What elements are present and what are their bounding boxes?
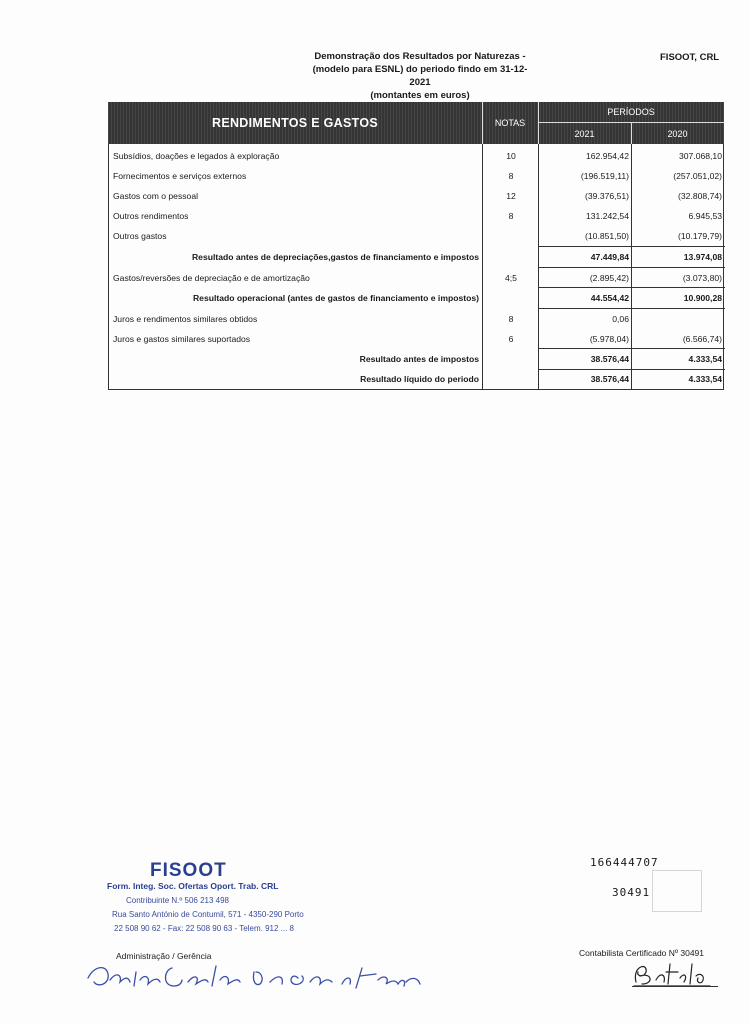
accountant-label: Contabilista Certificado Nº 30491 [579, 948, 705, 958]
table-row-total [109, 369, 725, 389]
row-value-2021: (39.376,51) [585, 191, 629, 201]
row-label: Fornecimentos e serviços externos [113, 171, 247, 181]
row-note [483, 349, 539, 369]
admin-label: Administração / Gerência [116, 951, 212, 961]
row-value-2021: 162.954,42 [585, 151, 629, 161]
table-row [109, 226, 725, 246]
row-value-2020: (257.051,02) [673, 171, 722, 181]
row-value-2020: 10.900,28 [683, 293, 722, 303]
row-note: 4;5 [505, 273, 517, 283]
header-divider [538, 102, 539, 144]
row-label: Outros rendimentos [113, 211, 189, 221]
row-value-2021: 47.449,84 [590, 252, 629, 262]
results-table [108, 144, 724, 390]
row-value-2021: (5.978,04) [589, 334, 629, 344]
row-label: Resultado operacional (antes de gastos de financiamento e impostos) [192, 293, 479, 303]
row-value-2020: 4.333,54 [688, 354, 722, 364]
table-row [109, 329, 725, 349]
document-title [300, 50, 540, 102]
row-value-2020: (6.566,74) [682, 334, 722, 344]
row-value-2021: 38.576,44 [590, 354, 629, 364]
table-row [109, 146, 725, 166]
stamp-box [652, 870, 702, 912]
company-name: FISOOT, CRL [660, 52, 720, 63]
row-value-2020: 307.068,10 [678, 151, 722, 161]
stamp-number: 166444707 [590, 856, 659, 869]
header-year-2021: 2021 [574, 129, 595, 139]
header-divider [631, 122, 632, 144]
row-value-2021: (2.895,42) [589, 273, 629, 283]
row-value-2020: (10.179,79) [678, 231, 722, 241]
row-value-2021: 0,06 [612, 314, 629, 324]
row-label: Resultado antes de impostos [359, 354, 479, 364]
table-row [109, 166, 725, 186]
row-note: 8 [508, 211, 514, 221]
header-periodos: PERÍODOS [607, 107, 655, 117]
table-row [109, 186, 725, 206]
title-line: Demonstração dos Resultados por Naturezas - [314, 51, 526, 62]
row-label: Juros e rendimentos similares obtidos [113, 314, 258, 324]
row-value-2020: 13.974,08 [683, 252, 722, 262]
row-value-2020 [632, 309, 722, 329]
table-header [108, 102, 724, 144]
row-label: Resultado líquido do periodo [360, 374, 479, 384]
row-label: Juros e gastos similares suportados [113, 334, 251, 344]
company-logo: FISOOT [150, 860, 227, 881]
row-label: Outros gastos [113, 231, 167, 241]
table-row-subtotal [109, 247, 725, 267]
title-line: (montantes em euros) [370, 90, 470, 101]
row-label: Gastos/reversões de depreciação e de amortização [113, 273, 310, 283]
table-row-total [109, 349, 725, 369]
row-note: 10 [506, 151, 516, 161]
row-value-2020: 4.333,54 [688, 374, 722, 384]
admin-signature [84, 958, 424, 994]
row-note: 6 [508, 334, 514, 344]
row-note [483, 226, 539, 246]
header-divider [538, 122, 724, 123]
header-notas: NOTAS [494, 118, 526, 128]
row-note [483, 369, 539, 389]
company-phones: 22 508 90 62 - Fax: 22 508 90 63 - Telem. 912 ... 8 [114, 924, 294, 933]
header-divider [482, 102, 483, 144]
signature-line [632, 986, 718, 987]
table-row [109, 268, 725, 288]
title-line: (modelo para ESNL) do periodo findo em 31-12- [312, 64, 528, 75]
row-value-2021: (196.519,11) [580, 171, 629, 181]
row-value-2021: (10.851,50) [585, 231, 629, 241]
row-note: 12 [506, 191, 516, 201]
company-full-name: Form. Integ. Soc. Ofertas Oport. Trab. CRL [107, 881, 279, 891]
row-label: Resultado antes de depreciações,gastos de financiamento e impostos [191, 252, 479, 262]
table-row-subtotal [109, 288, 725, 308]
row-value-2020: 6.945,53 [688, 211, 722, 221]
header-rendimentos-gastos: RENDIMENTOS E GASTOS [212, 116, 378, 130]
row-label: Subsídios, doações e legados à exploração [113, 151, 280, 161]
row-value-2021: 44.554,42 [590, 293, 629, 303]
title-line: 2021 [409, 77, 431, 88]
table-row [109, 309, 725, 329]
table-row [109, 206, 725, 226]
stamp-code: 30491 [612, 886, 651, 899]
row-value-2020: (3.073,80) [682, 273, 722, 283]
row-note [483, 288, 539, 308]
row-note: 8 [508, 314, 514, 324]
row-note: 8 [508, 171, 514, 181]
company-address: Rua Santo António de Contumil, 571 - 4350-290 Porto [112, 910, 304, 919]
row-value-2021: 131.242,54 [585, 211, 629, 221]
row-value-2020: (32.808,74) [678, 191, 722, 201]
row-note [483, 247, 539, 267]
header-year-2020: 2020 [667, 129, 688, 139]
row-label: Gastos com o pessoal [113, 191, 199, 201]
company-nif: Contribuinte N.º 506 213 498 [126, 896, 229, 905]
row-value-2021: 38.576,44 [590, 374, 629, 384]
